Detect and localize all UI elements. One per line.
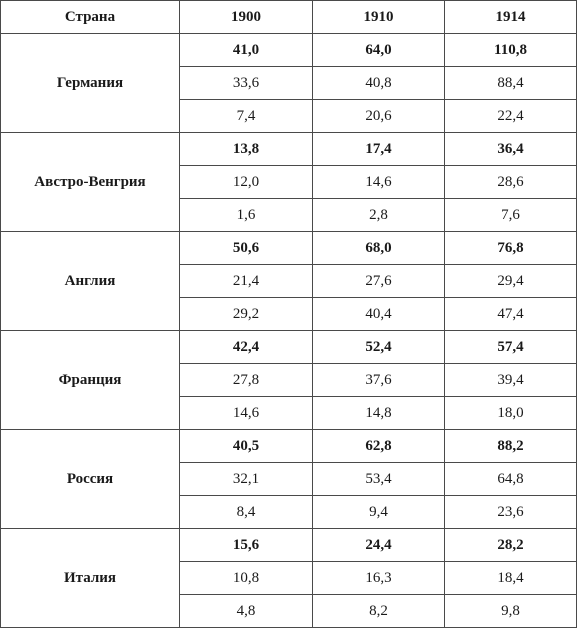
table-cell: 88,4 <box>445 67 577 100</box>
country-name: Россия <box>1 430 180 529</box>
table-cell: 42,4 <box>180 331 313 364</box>
table-cell: 18,4 <box>445 562 577 595</box>
table-cell: 13,8 <box>180 133 313 166</box>
table-cell: 64,0 <box>313 34 445 67</box>
country-name: Англия <box>1 232 180 331</box>
table-cell: 64,8 <box>445 463 577 496</box>
table-cell: 41,0 <box>180 34 313 67</box>
header-year-1910: 1910 <box>313 1 445 34</box>
table-cell: 9,8 <box>445 595 577 628</box>
table-cell: 53,4 <box>313 463 445 496</box>
table-cell: 9,4 <box>313 496 445 529</box>
header-year-1900: 1900 <box>180 1 313 34</box>
table-cell: 14,8 <box>313 397 445 430</box>
table-cell: 4,8 <box>180 595 313 628</box>
table-cell: 76,8 <box>445 232 577 265</box>
table-cell: 20,6 <box>313 100 445 133</box>
table-cell: 27,8 <box>180 364 313 397</box>
table-cell: 18,0 <box>445 397 577 430</box>
table-cell: 50,6 <box>180 232 313 265</box>
table-row <box>1 331 577 364</box>
table-cell: 29,2 <box>180 298 313 331</box>
table-cell: 8,2 <box>313 595 445 628</box>
table-row <box>1 430 577 463</box>
table-row <box>1 529 577 562</box>
table-cell: 1,6 <box>180 199 313 232</box>
table-cell: 23,6 <box>445 496 577 529</box>
table-cell: 2,8 <box>313 199 445 232</box>
table-cell: 15,6 <box>180 529 313 562</box>
table-cell: 88,2 <box>445 430 577 463</box>
table-cell: 14,6 <box>180 397 313 430</box>
table-cell: 39,4 <box>445 364 577 397</box>
table-cell: 28,2 <box>445 529 577 562</box>
table-cell: 57,4 <box>445 331 577 364</box>
table-cell: 33,6 <box>180 67 313 100</box>
table-cell: 110,8 <box>445 34 577 67</box>
table-cell: 14,6 <box>313 166 445 199</box>
table-cell: 21,4 <box>180 265 313 298</box>
table-cell: 28,6 <box>445 166 577 199</box>
table-cell: 52,4 <box>313 331 445 364</box>
table-cell: 24,4 <box>313 529 445 562</box>
table-cell: 40,4 <box>313 298 445 331</box>
table-cell: 27,6 <box>313 265 445 298</box>
table-cell: 8,4 <box>180 496 313 529</box>
table-cell: 7,4 <box>180 100 313 133</box>
table-cell: 7,6 <box>445 199 577 232</box>
table-row <box>1 133 577 166</box>
table-cell: 17,4 <box>313 133 445 166</box>
table-cell: 62,8 <box>313 430 445 463</box>
table-cell: 36,4 <box>445 133 577 166</box>
header-year-1914: 1914 <box>445 1 577 34</box>
country-name: Франция <box>1 331 180 430</box>
table-cell: 10,8 <box>180 562 313 595</box>
country-name: Австро-Венгрия <box>1 133 180 232</box>
header-country: Страна <box>1 1 180 34</box>
table-row <box>1 34 577 67</box>
table-cell: 47,4 <box>445 298 577 331</box>
table-body <box>1 34 577 628</box>
table-cell: 40,8 <box>313 67 445 100</box>
header-row <box>1 1 577 34</box>
table-cell: 37,6 <box>313 364 445 397</box>
table-cell: 22,4 <box>445 100 577 133</box>
table-row <box>1 232 577 265</box>
table-cell: 12,0 <box>180 166 313 199</box>
table-cell: 32,1 <box>180 463 313 496</box>
country-name: Германия <box>1 34 180 133</box>
country-name: Италия <box>1 529 180 628</box>
table-cell: 16,3 <box>313 562 445 595</box>
table-cell: 29,4 <box>445 265 577 298</box>
table-cell: 40,5 <box>180 430 313 463</box>
table-cell: 68,0 <box>313 232 445 265</box>
